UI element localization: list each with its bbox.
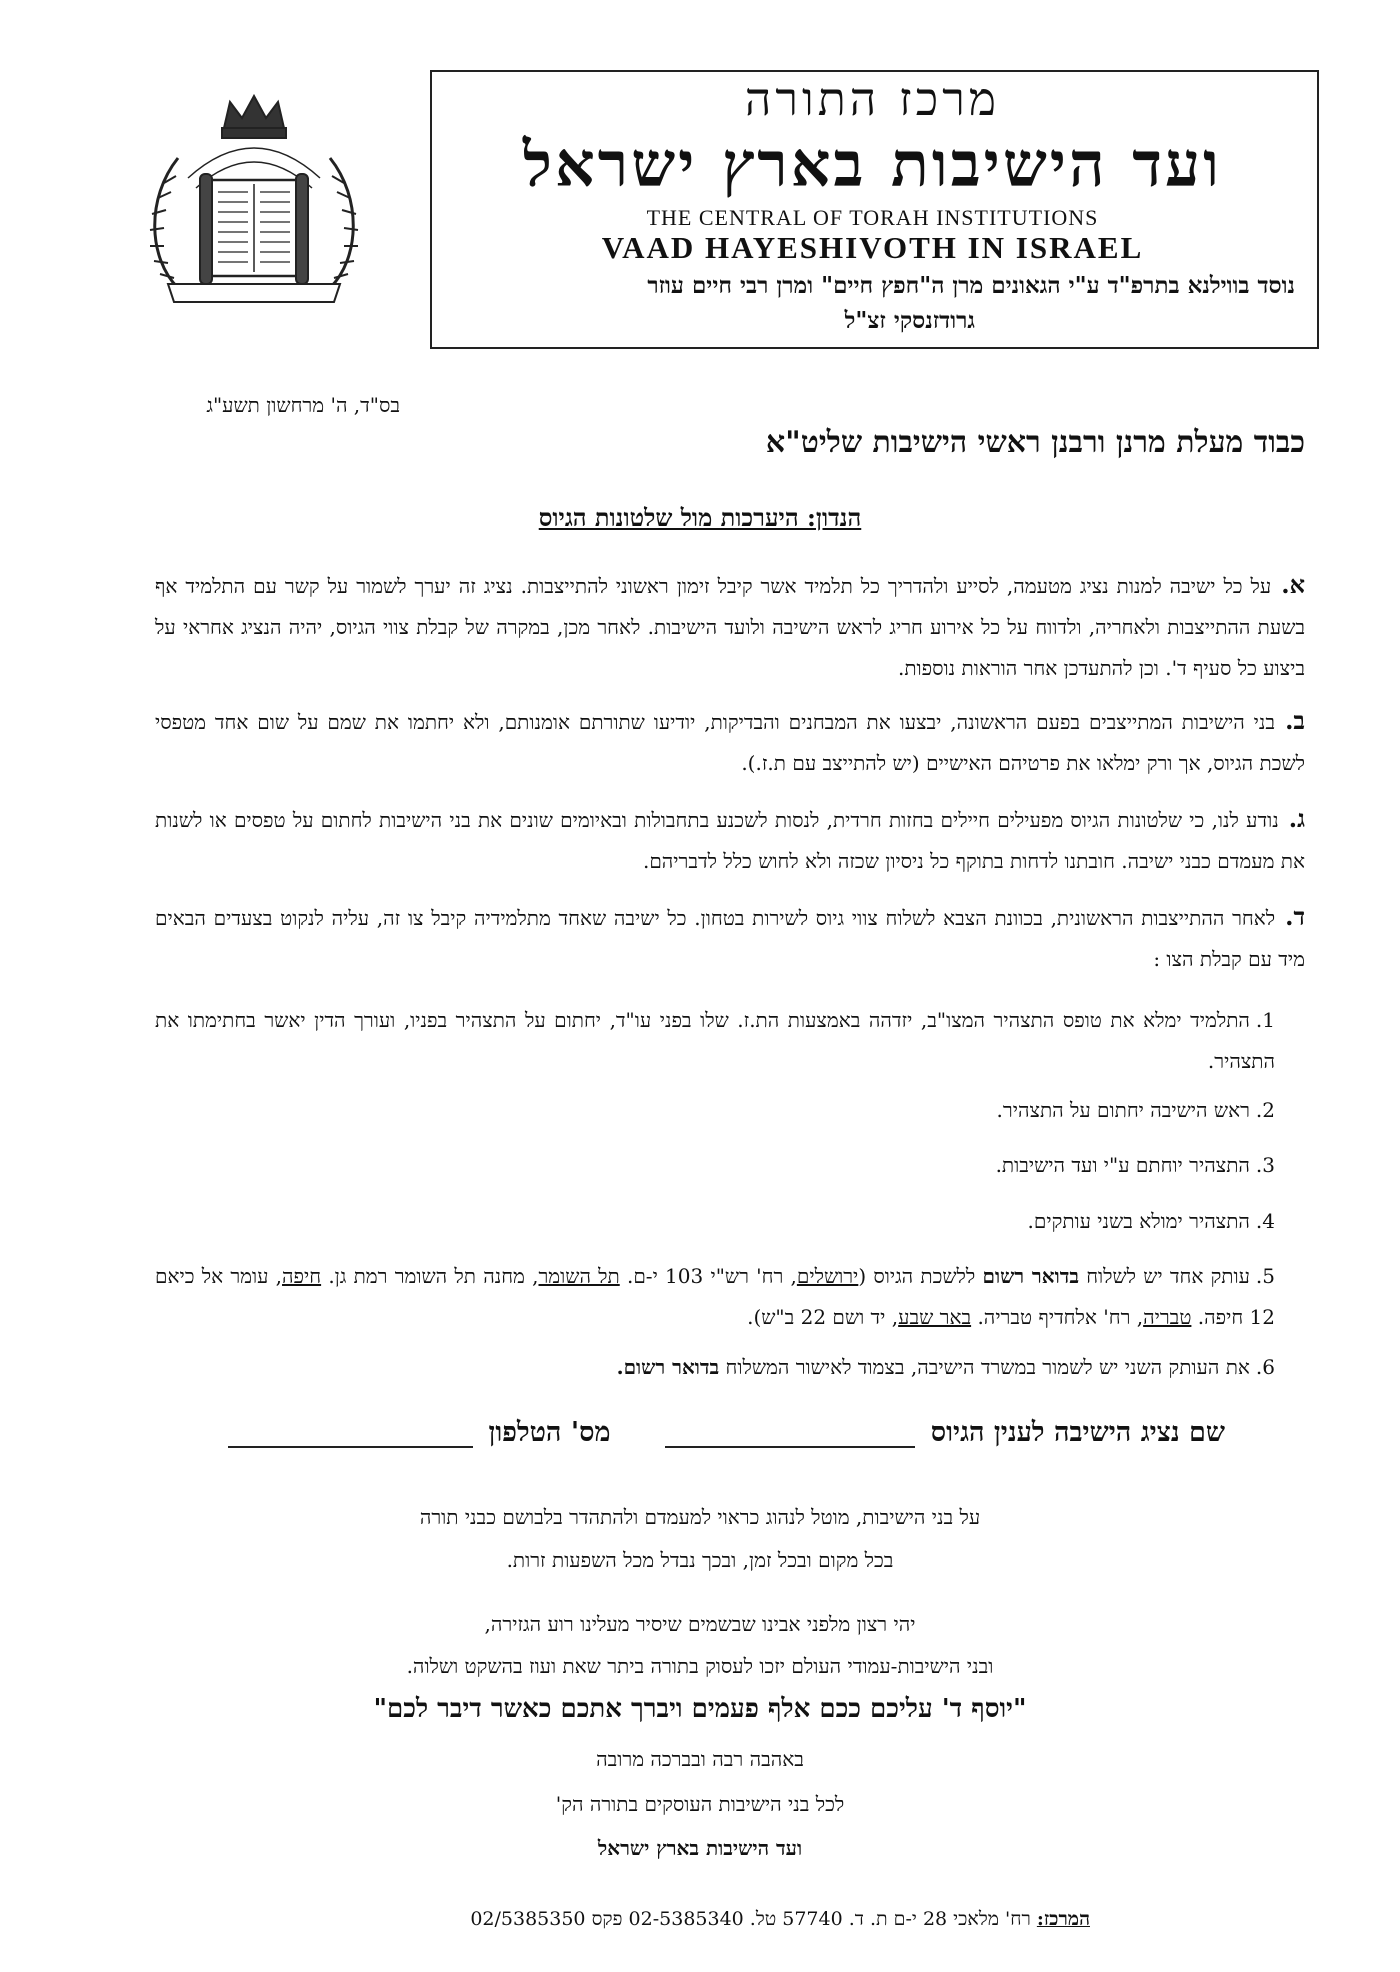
step-2 bbox=[997, 1100, 1275, 1120]
paragraph-b bbox=[155, 700, 1305, 784]
registered-mail-emphasis: בדואר רשום. bbox=[616, 1355, 720, 1379]
step-number: 5. bbox=[1255, 1264, 1276, 1288]
step-number: 2. bbox=[1255, 1098, 1275, 1122]
city-haifa: חיפה bbox=[282, 1264, 322, 1288]
letterhead-center-of-torah: מרכז התורה bbox=[744, 72, 1001, 126]
step-text: ראש הישיבה יחתום על התצהיר. bbox=[996, 1098, 1250, 1122]
letterhead-english-line-2: VAAD HAYESHIVOTH IN ISRAEL bbox=[601, 230, 1144, 265]
paragraph-text: על כל ישיבה למנות נציג מטעמה, לסייע ולהדריך כל תלמיד אשר קיבל זימון ראשוני להתייצבות. נציג זה יערך לשמור על קשר עם התלמיד אף בשעת ההתייצבות ולאחריה, ולדווח על כל אירוע חריג לראש הישיבה ולועד הישיבות. לאחר מכן, במקרה של קבלת צווי הגיוס, יהיה הנציג אחראי על ביצוע כל סעיף ד'. וכן להתעדכן אחר הוראות נוספות. bbox=[155, 574, 1305, 680]
closing-line-3: יהי רצון מלפני אבינו שבשמים שיסיר מעלינו רוע הגזירה, bbox=[484, 1612, 916, 1636]
step-5 bbox=[155, 1256, 1275, 1338]
step-text: את העותק השני יש לשמור במשרד הישיבה, בצמוד לאישור המשלוח bbox=[725, 1355, 1250, 1379]
vaad-hayeshivot-seal-logo bbox=[138, 88, 370, 320]
paragraph-marker: ב. bbox=[1285, 706, 1305, 735]
step-text-part: , רח' רש"י 103 י-ם. bbox=[626, 1264, 797, 1288]
step-number: 6. bbox=[1255, 1355, 1275, 1379]
step-text-part: , רח' אלחדיף טבריה. bbox=[977, 1305, 1144, 1329]
representative-name-label: שם נציג הישיבה לענין הגיוס bbox=[930, 1417, 1225, 1448]
paragraph-text: נודע לנו, כי שלטונות הגיוס מפעילים חיילים בחזות חרדית, לנסות לשכנע בתחבולות ובאיומים שונים את בני הישיבות לחתום על טפסים או לשנות את מעמדם כבני ישיבה. חובתנו לדחות בתוקף כל ניסיון שכזה ולא לחוש כלל לדבריהם. bbox=[155, 808, 1305, 873]
step-1 bbox=[155, 1000, 1275, 1082]
letter-subject: הנדון: היערכות מול שלטונות הגיוס bbox=[538, 503, 862, 532]
paragraph-d bbox=[155, 896, 1305, 980]
closing-blessing: "יוסף ד' עליכם ככם אלף פעמים ויברך אתכם כאשר דיבר לכם" bbox=[373, 1694, 1027, 1724]
representative-form-row bbox=[160, 1417, 1225, 1448]
step-number: 4. bbox=[1255, 1209, 1275, 1233]
closing-addressees: לכל בני הישיבות העוסקים בתורה הק' bbox=[555, 1792, 845, 1816]
step-3 bbox=[996, 1155, 1275, 1175]
letterhead-organization-name: ועד הישיבות בארץ ישראל bbox=[522, 128, 1223, 201]
paragraph-marker: א. bbox=[1281, 570, 1305, 599]
letterhead-founded-line-2: גרודזנסקי זצ"ל bbox=[844, 307, 975, 334]
step-4 bbox=[1028, 1211, 1275, 1231]
phone-number-blank[interactable] bbox=[228, 1446, 473, 1448]
closing-line-1: על בני הישיבות, מוטל לנהוג כראוי למעמדם ולהתהדר בלבושם כבני תורה bbox=[419, 1505, 981, 1529]
city-tel-hashomer: תל השומר bbox=[538, 1264, 620, 1288]
letterhead-founded-line-1: נוסד בווילנא בתרפ"ד ע"י הגאונים מרן ה"חפץ חיים" ומרן רבי חיים עוזר bbox=[647, 272, 1295, 299]
step-text: התלמיד ימלא את טופס התצהיר המצו"ב, יזדהה באמצעות הת.ז. שלו בפני עו"ד, יחתום על התצהיר בפניו, ועורך הדין יאשר בחתימתו את התצהיר. bbox=[155, 1008, 1275, 1073]
letter-greeting: כבוד מעלת מרנן ורבנן ראשי הישיבות שליט"א bbox=[765, 425, 1305, 460]
paragraph-a bbox=[155, 564, 1305, 689]
footer-center-label: המרכז: bbox=[1036, 1908, 1090, 1930]
city-beer-sheva: באר שבע bbox=[898, 1305, 972, 1329]
paragraph-c bbox=[155, 798, 1305, 882]
representative-name-blank[interactable] bbox=[665, 1446, 915, 1448]
phone-number-label: מס' הטלפון bbox=[488, 1417, 611, 1448]
step-text: התצהיר ימולא בשני עותקים. bbox=[1027, 1209, 1250, 1233]
footer-fax-number: 02/5385350 bbox=[470, 1908, 586, 1930]
closing-line-4: ובני הישיבות-עמודי העולם יזכו לעסוק בתורה ביתר שאת ועוז בהשקט ושלוה. bbox=[406, 1654, 994, 1678]
letterhead-english-line-1: THE CENTRAL OF TORAH INSTITUTIONS bbox=[646, 205, 1099, 230]
paragraph-text: לאחר ההתייצבות הראשונית, בכוונת הצבא לשלוח צווי גיוס לשירות בטחון. כל ישיבה שאחד מתלמידיה קיבל צו זה, עליה לנקוט בצעדים הבאים מיד עם קבלת הצו : bbox=[155, 906, 1305, 971]
step-text-part: ללשכת הגיוס ( bbox=[858, 1264, 976, 1288]
step-6 bbox=[617, 1357, 1275, 1377]
paragraph-text: בני הישיבות המתייצבים בפעם הראשונה, יבצעו את המבחנים והבדיקות, יודיעו שתורתם אומנותם, ולא יחתמו את שמם על שום אחד מטפסי לשכת הגיוס, אך ורק ימלאו את פרטיהם האישיים (יש להתייצב עם ת.ז.). bbox=[155, 710, 1305, 775]
letter-date: בס"ד, ה' מרחשון תשע"ג bbox=[206, 393, 400, 417]
paragraph-marker: ד. bbox=[1285, 902, 1305, 931]
step-text-part: , יד ושם 22 ב"ש). bbox=[747, 1305, 899, 1329]
step-number: 3. bbox=[1255, 1153, 1275, 1177]
closing-signature: ועד הישיבות בארץ ישראל bbox=[597, 1836, 803, 1860]
paragraph-marker: ג. bbox=[1288, 804, 1305, 833]
footer-contact bbox=[300, 1908, 1090, 1931]
footer-address-phone: רח' מלאכי 28 י-ם ת. ד. 57740 טל. 02-5385340 פקס bbox=[591, 1908, 1031, 1930]
step-text-part: עותק אחד יש לשלוח bbox=[1086, 1264, 1250, 1288]
closing-line-2: בכל מקום ובכל זמן, ובכך נבדל מכל השפעות זרות. bbox=[506, 1548, 894, 1572]
step-number: 1. bbox=[1255, 1008, 1275, 1032]
city-tiberias: טבריה bbox=[1143, 1305, 1192, 1329]
step-text-part: , עומר אל כיאם 12 חיפה. bbox=[155, 1264, 1275, 1329]
step-text: התצהיר יוחתם ע"י ועד הישיבות. bbox=[995, 1153, 1250, 1177]
registered-mail-emphasis: בדואר רשום bbox=[982, 1264, 1079, 1288]
closing-regards: באהבה רבה ובברכה מרובה bbox=[596, 1747, 804, 1771]
step-text-part: , מחנה תל השומר רמת גן. bbox=[328, 1264, 539, 1288]
city-jerusalem: ירושלים bbox=[796, 1264, 859, 1288]
